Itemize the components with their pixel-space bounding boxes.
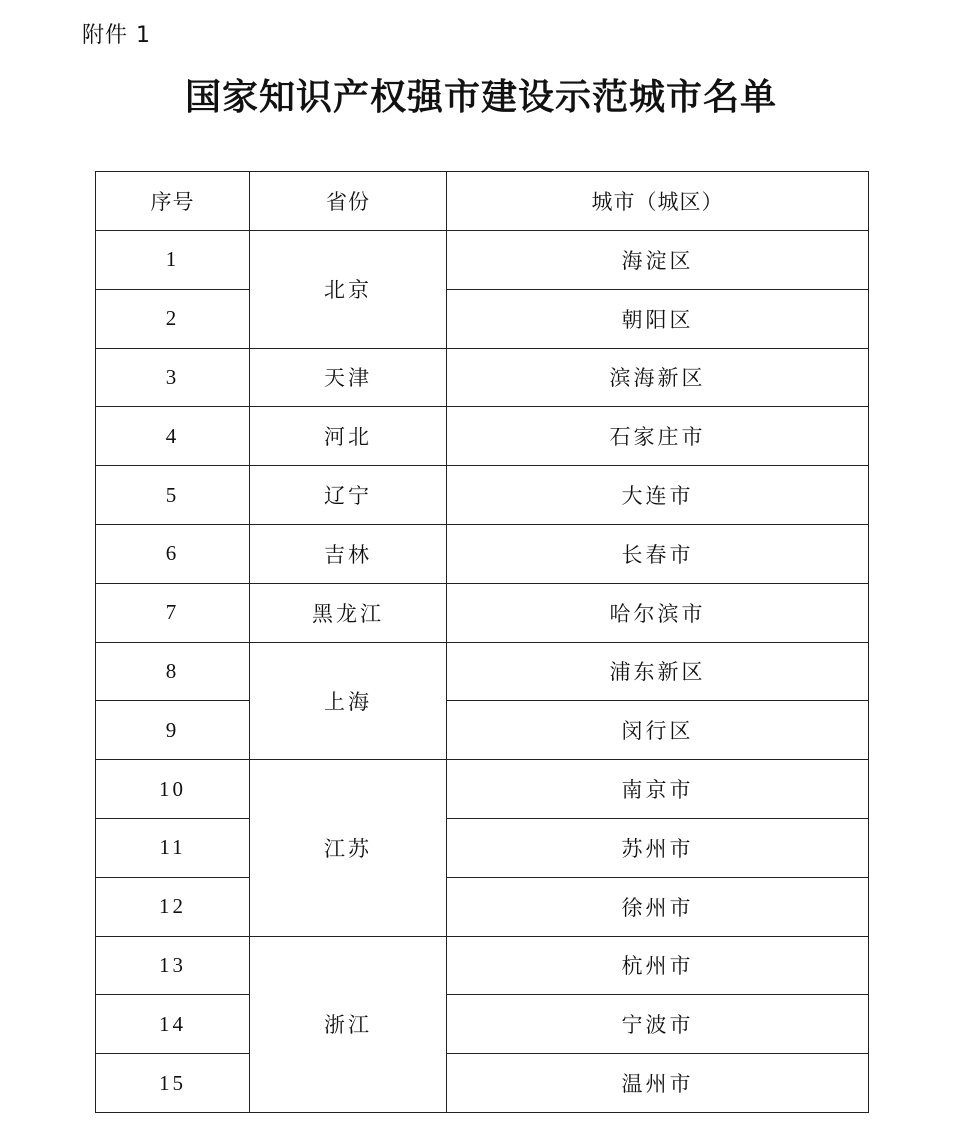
table-row — [96, 407, 869, 466]
seq-cell: 1 — [96, 231, 250, 290]
city-cell: 大连市 — [447, 466, 869, 525]
province-cell: 上海 — [250, 642, 447, 760]
province-cell: 江苏 — [250, 760, 447, 936]
table-row — [96, 1054, 869, 1113]
table-row — [96, 524, 869, 583]
seq-cell: 15 — [96, 1054, 250, 1113]
table-row — [96, 936, 869, 995]
seq-cell: 4 — [96, 407, 250, 466]
city-cell: 杭州市 — [447, 936, 869, 995]
province-cell: 吉林 — [250, 524, 447, 583]
seq-cell: 6 — [96, 524, 250, 583]
city-cell: 宁波市 — [447, 995, 869, 1054]
city-cell: 滨海新区 — [447, 348, 869, 407]
seq-cell: 14 — [96, 995, 250, 1054]
attachment-label: 附件 1 — [82, 23, 151, 48]
city-cell: 朝阳区 — [447, 289, 869, 348]
seq-cell: 13 — [96, 936, 250, 995]
city-cell: 温州市 — [447, 1054, 869, 1113]
seq-cell: 9 — [96, 701, 250, 760]
province-cell: 辽宁 — [250, 466, 447, 525]
province-cell: 天津 — [250, 348, 447, 407]
table-row — [96, 760, 869, 819]
city-cell: 长春市 — [447, 524, 869, 583]
header-seq: 序号 — [96, 172, 250, 231]
table-row — [96, 818, 869, 877]
seq-cell: 3 — [96, 348, 250, 407]
table-row — [96, 701, 869, 760]
city-cell: 浦东新区 — [447, 642, 869, 701]
seq-cell: 10 — [96, 760, 250, 819]
seq-cell: 7 — [96, 583, 250, 642]
city-cell: 海淀区 — [447, 231, 869, 290]
seq-cell: 11 — [96, 818, 250, 877]
seq-cell: 2 — [96, 289, 250, 348]
header-province: 省份 — [250, 172, 447, 231]
city-cell: 苏州市 — [447, 818, 869, 877]
table-row — [96, 348, 869, 407]
table-row — [96, 289, 869, 348]
seq-cell: 5 — [96, 466, 250, 525]
province-cell: 河北 — [250, 407, 447, 466]
city-cell: 哈尔滨市 — [447, 583, 869, 642]
city-cell: 闵行区 — [447, 701, 869, 760]
header-city: 城市（城区） — [447, 172, 869, 231]
table-row — [96, 877, 869, 936]
table-row — [96, 231, 869, 290]
table-header-row — [96, 172, 869, 231]
city-cell: 南京市 — [447, 760, 869, 819]
city-list-table — [95, 171, 869, 1113]
city-cell: 石家庄市 — [447, 407, 869, 466]
table-row — [96, 642, 869, 701]
seq-cell: 12 — [96, 877, 250, 936]
document-title: 国家知识产权强市建设示范城市名单 — [184, 77, 777, 118]
table-row — [96, 995, 869, 1054]
seq-cell: 8 — [96, 642, 250, 701]
province-cell: 北京 — [250, 231, 447, 349]
table-row — [96, 466, 869, 525]
province-cell: 黑龙江 — [250, 583, 447, 642]
province-cell: 浙江 — [250, 936, 447, 1112]
city-cell: 徐州市 — [447, 877, 869, 936]
table-row — [96, 583, 869, 642]
